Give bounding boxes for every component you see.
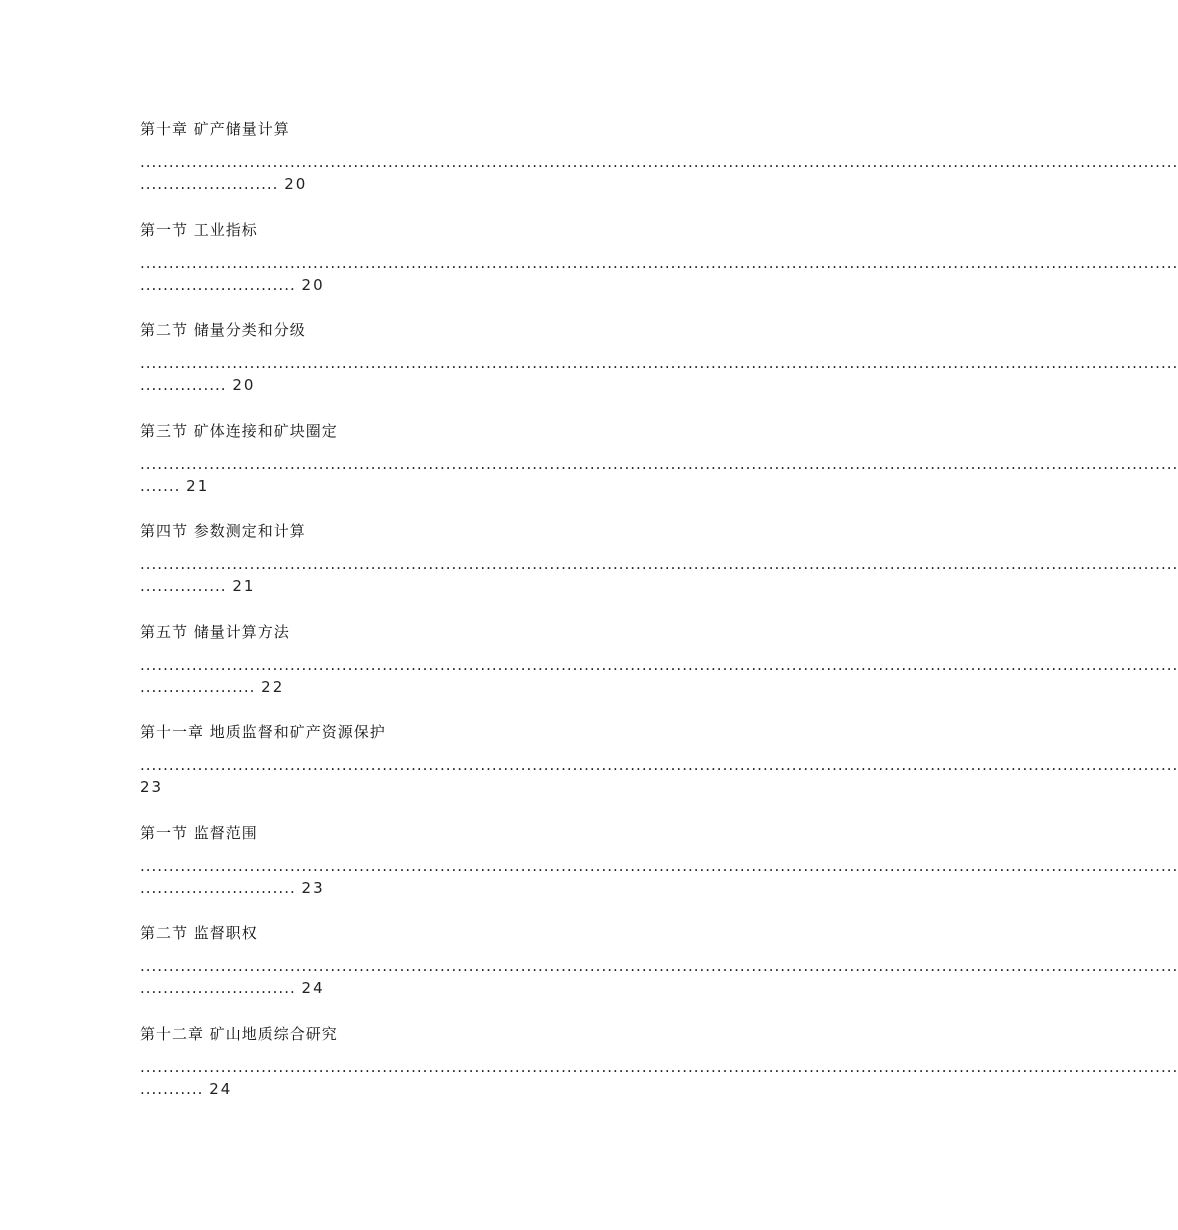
toc-entry-title: 第二节 储量分类和分级 [140,321,306,339]
toc-entry-page-number: 20 [284,175,308,193]
toc-entry-page-number: 23 [301,878,325,897]
toc-dot-leader-tail: ........................... [140,878,296,897]
toc-entry[interactable] [140,421,1178,522]
toc-entry-title: 第十二章 矿山地质综合研究 [140,1024,338,1043]
toc-entry-title: 第一节 监督范围 [140,823,258,842]
toc-entry-page-line [140,275,810,295]
toc-dot-leader-tail: ........... [140,1079,204,1098]
toc-dot-leader-tail: ........................... [140,979,296,997]
toc-dot-leader-tail: ........................... [140,275,296,294]
toc-entry-title: 第一节 工业指标 [140,220,258,239]
toc-entry[interactable] [140,521,1178,622]
toc-entry[interactable] [140,320,1178,421]
toc-entry-title: 第二节 监督职权 [140,924,258,942]
toc-entry-page-number: 24 [301,979,325,997]
toc-dot-leader-tail: ............... [140,577,227,595]
toc-entry[interactable] [140,923,1178,1024]
toc-entry-page-line [140,777,810,797]
toc-entry-page-line [140,174,810,194]
toc-dot-leader: .................................................................................................................................................................................... [140,856,1178,875]
toc-entry-page-line [140,878,810,898]
toc-entry-title: 第四节 参数测定和计算 [140,522,306,540]
toc-entry-title: 第十一章 地质监督和矿产资源保护 [140,723,386,741]
toc-dot-leader: .................................................................................................................................................................................... [140,655,1178,674]
toc-entry-page-number: 23 [140,778,164,796]
toc-dot-leader: .................................................................................................................................................................................... [140,957,1178,975]
table-of-contents [140,119,1178,1124]
toc-dot-leader: .................................................................................................................................................................................... [140,153,1178,171]
toc-entry-title: 第三节 矿体连接和矿块圈定 [140,421,338,440]
toc-entry[interactable] [140,823,1178,924]
toc-entry-page-line [140,677,810,697]
toc-dot-leader: .................................................................................................................................................................................... [140,756,1178,774]
toc-dot-leader: .................................................................................................................................................................................... [140,454,1178,473]
toc-entry[interactable] [140,1024,1178,1125]
toc-entry-page-line [140,1079,810,1099]
toc-entry-page-line [140,576,810,596]
toc-entry-page-number: 20 [232,376,256,394]
toc-dot-leader: .................................................................................................................................................................................... [140,555,1178,573]
toc-dot-leader-tail: ........................ [140,175,279,193]
toc-entry[interactable] [140,220,1178,321]
toc-entry[interactable] [140,722,1178,823]
toc-entry-page-number: 21 [232,577,256,595]
toc-dot-leader: .................................................................................................................................................................................... [140,1057,1178,1076]
toc-entry-page-line [140,476,810,496]
toc-entry-page-number: 20 [301,275,325,294]
toc-dot-leader: .................................................................................................................................................................................... [140,253,1178,272]
toc-dot-leader-tail: ............... [140,376,227,394]
toc-entry-title: 第五节 储量计算方法 [140,622,290,641]
toc-dot-leader-tail: ....... [140,476,181,495]
toc-entry[interactable] [140,119,1178,220]
toc-dot-leader: .................................................................................................................................................................................... [140,354,1178,372]
toc-entry[interactable] [140,622,1178,723]
toc-entry-page-line [140,978,810,998]
toc-entry-page-line [140,375,810,395]
toc-entry-page-number: 24 [209,1079,233,1098]
toc-entry-title: 第十章 矿产储量计算 [140,120,290,138]
toc-dot-leader-tail: .................... [140,677,256,696]
toc-entry-page-number: 21 [186,476,210,495]
toc-entry-page-number: 22 [261,677,285,696]
